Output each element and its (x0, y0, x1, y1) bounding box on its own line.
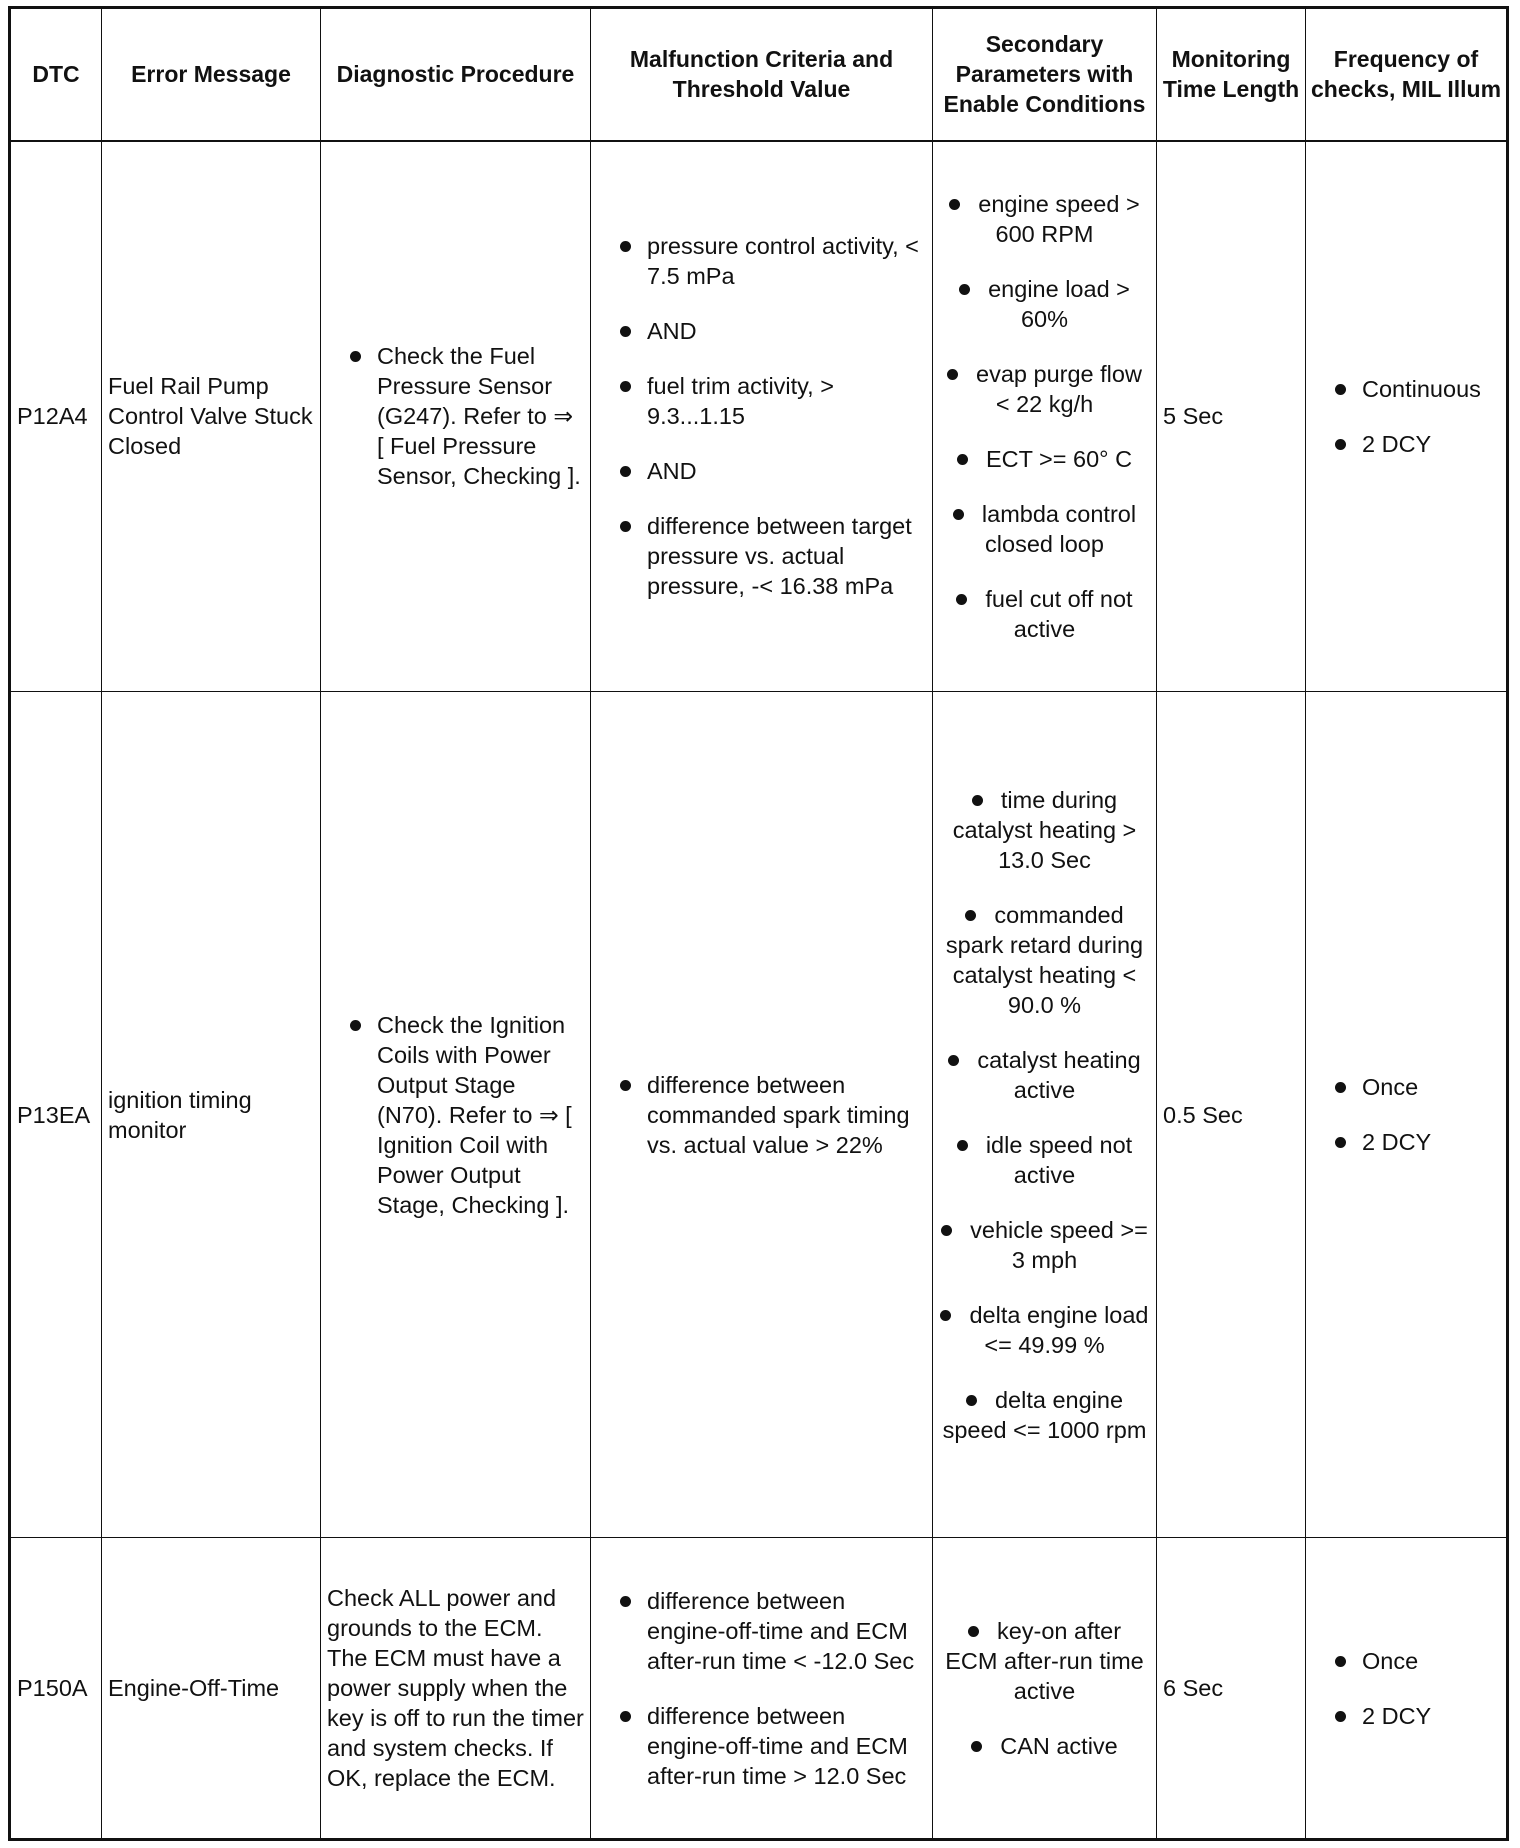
table-row (10, 141, 1508, 692)
list-item: Once (1312, 1072, 1500, 1102)
bullet-icon (959, 284, 970, 295)
list-item: pressure control activity, < 7.5 mPa (597, 231, 926, 291)
list-item: difference between engine-off-time and ECM after-run time < -12.0 Sec (597, 1586, 926, 1676)
list-item (939, 359, 1150, 419)
list-item: Once (1312, 1646, 1500, 1676)
bullet-icon (968, 1626, 979, 1637)
header-error-message: Error Message (102, 8, 321, 141)
list-item: difference between commanded spark timing vs. actual value > 22% (597, 1070, 926, 1160)
cell-dtc: P13EA (10, 692, 102, 1538)
list-item (939, 1300, 1150, 1360)
cell-monitoring-time: 6 Sec (1157, 1538, 1306, 1840)
list-item-text: commanded spark retard during catalyst heating < 90.0 % (945, 901, 1144, 1018)
bullet-icon (971, 1741, 982, 1752)
list-item (939, 274, 1150, 334)
list-item: AND (597, 456, 926, 486)
bullet-icon (972, 795, 983, 806)
list-item: 2 DCY (1312, 1701, 1500, 1731)
cell-dtc: P150A (10, 1538, 102, 1840)
bullet-icon (953, 509, 964, 520)
list-item (939, 499, 1150, 559)
list-item (939, 785, 1150, 875)
list-item-text: key-on after ECM after-run time active (945, 1617, 1144, 1704)
header-frequency: Frequency of checks, MIL Illum (1306, 8, 1508, 141)
list-item: Continuous (1312, 374, 1500, 404)
bullet-icon (965, 910, 976, 921)
cell-secondary-parameters (933, 141, 1157, 692)
list-item: difference between target pressure vs. actual pressure, -< 16.38 mPa (597, 511, 926, 601)
bullet-icon (941, 1225, 952, 1236)
table-row (10, 1538, 1508, 1840)
cell-diagnostic-procedure: Check ALL power and grounds to the ECM. The ECM must have a power supply when the key is off to run the timer and system checks. If OK, replace the ECM. (321, 1538, 591, 1840)
list-item (939, 1215, 1150, 1275)
header-monitoring-time: Monitoring Time Length (1157, 8, 1306, 141)
list-item: difference between engine-off-time and ECM after-run time > 12.0 Sec (597, 1701, 926, 1791)
cell-error-message: ignition timing monitor (102, 692, 321, 1538)
cell-monitoring-time: 5 Sec (1157, 141, 1306, 692)
bullet-icon (948, 1055, 959, 1066)
list-item-text: evap purge flow < 22 kg/h (976, 360, 1142, 417)
cell-monitoring-time: 0.5 Sec (1157, 692, 1306, 1538)
list-item-text: engine load > 60% (988, 275, 1130, 332)
list-item (939, 1731, 1150, 1761)
cell-frequency (1306, 692, 1508, 1538)
list-item: 2 DCY (1312, 429, 1500, 459)
list-item-text: fuel cut off not active (985, 585, 1133, 642)
cell-malfunction-criteria (591, 692, 933, 1538)
bullet-icon (957, 454, 968, 465)
list-item (939, 1385, 1150, 1445)
cell-frequency (1306, 141, 1508, 692)
header-row (10, 8, 1508, 141)
bullet-icon (940, 1310, 951, 1321)
list-item (939, 189, 1150, 249)
cell-error-message: Engine-Off-Time (102, 1538, 321, 1840)
list-item: Check the Ignition Coils with Power Output Stage (N70). Refer to ⇒ [ Ignition Coil with Power Output Stage, Checking ]. (327, 1010, 584, 1220)
cell-malfunction-criteria (591, 1538, 933, 1840)
list-item (939, 444, 1150, 474)
list-item-text: idle speed not active (985, 1131, 1133, 1188)
cell-frequency (1306, 1538, 1508, 1840)
cell-dtc: P12A4 (10, 141, 102, 692)
cell-secondary-parameters (933, 692, 1157, 1538)
cell-diagnostic-procedure (321, 692, 591, 1538)
cell-error-message: Fuel Rail Pump Control Valve Stuck Closed (102, 141, 321, 692)
bullet-icon (956, 594, 967, 605)
list-item-text: engine speed > 600 RPM (978, 190, 1140, 247)
list-item-text: delta engine load <= 49.99 % (969, 1301, 1149, 1358)
list-item (939, 1616, 1150, 1706)
bullet-icon (949, 199, 960, 210)
cell-diagnostic-procedure (321, 141, 591, 692)
list-item: 2 DCY (1312, 1127, 1500, 1157)
header-secondary-parameters: Secondary Parameters with Enable Conditions (933, 8, 1157, 141)
header-diagnostic-procedure: Diagnostic Procedure (321, 8, 591, 141)
list-item (939, 900, 1150, 1020)
bullet-icon (966, 1395, 977, 1406)
dtc-table (8, 6, 1509, 1841)
header-dtc: DTC (10, 8, 102, 141)
list-item-text: lambda control closed loop (981, 500, 1137, 557)
table-row (10, 692, 1508, 1538)
bullet-icon (947, 369, 958, 380)
list-item: Check the Fuel Pressure Sensor (G247). Refer to ⇒ [ Fuel Pressure Sensor, Checking ]. (327, 341, 584, 491)
list-item: AND (597, 316, 926, 346)
list-item (939, 584, 1150, 644)
list-item-text: catalyst heating active (977, 1046, 1141, 1103)
cell-malfunction-criteria (591, 141, 933, 692)
list-item-text: CAN active (1000, 1732, 1118, 1759)
list-item-text: vehicle speed >= 3 mph (970, 1216, 1148, 1273)
list-item (939, 1130, 1150, 1190)
list-item (939, 1045, 1150, 1105)
list-item-text: ECT >= 60° C (985, 445, 1133, 472)
cell-secondary-parameters (933, 1538, 1157, 1840)
bullet-icon (957, 1140, 968, 1151)
header-malfunction-criteria: Malfunction Criteria and Threshold Value (591, 8, 933, 141)
list-item-text: time during catalyst heating > 13.0 Sec (952, 786, 1137, 873)
list-item-text: delta engine speed <= 1000 rpm (942, 1386, 1147, 1443)
list-item: fuel trim activity, > 9.3...1.15 (597, 371, 926, 431)
